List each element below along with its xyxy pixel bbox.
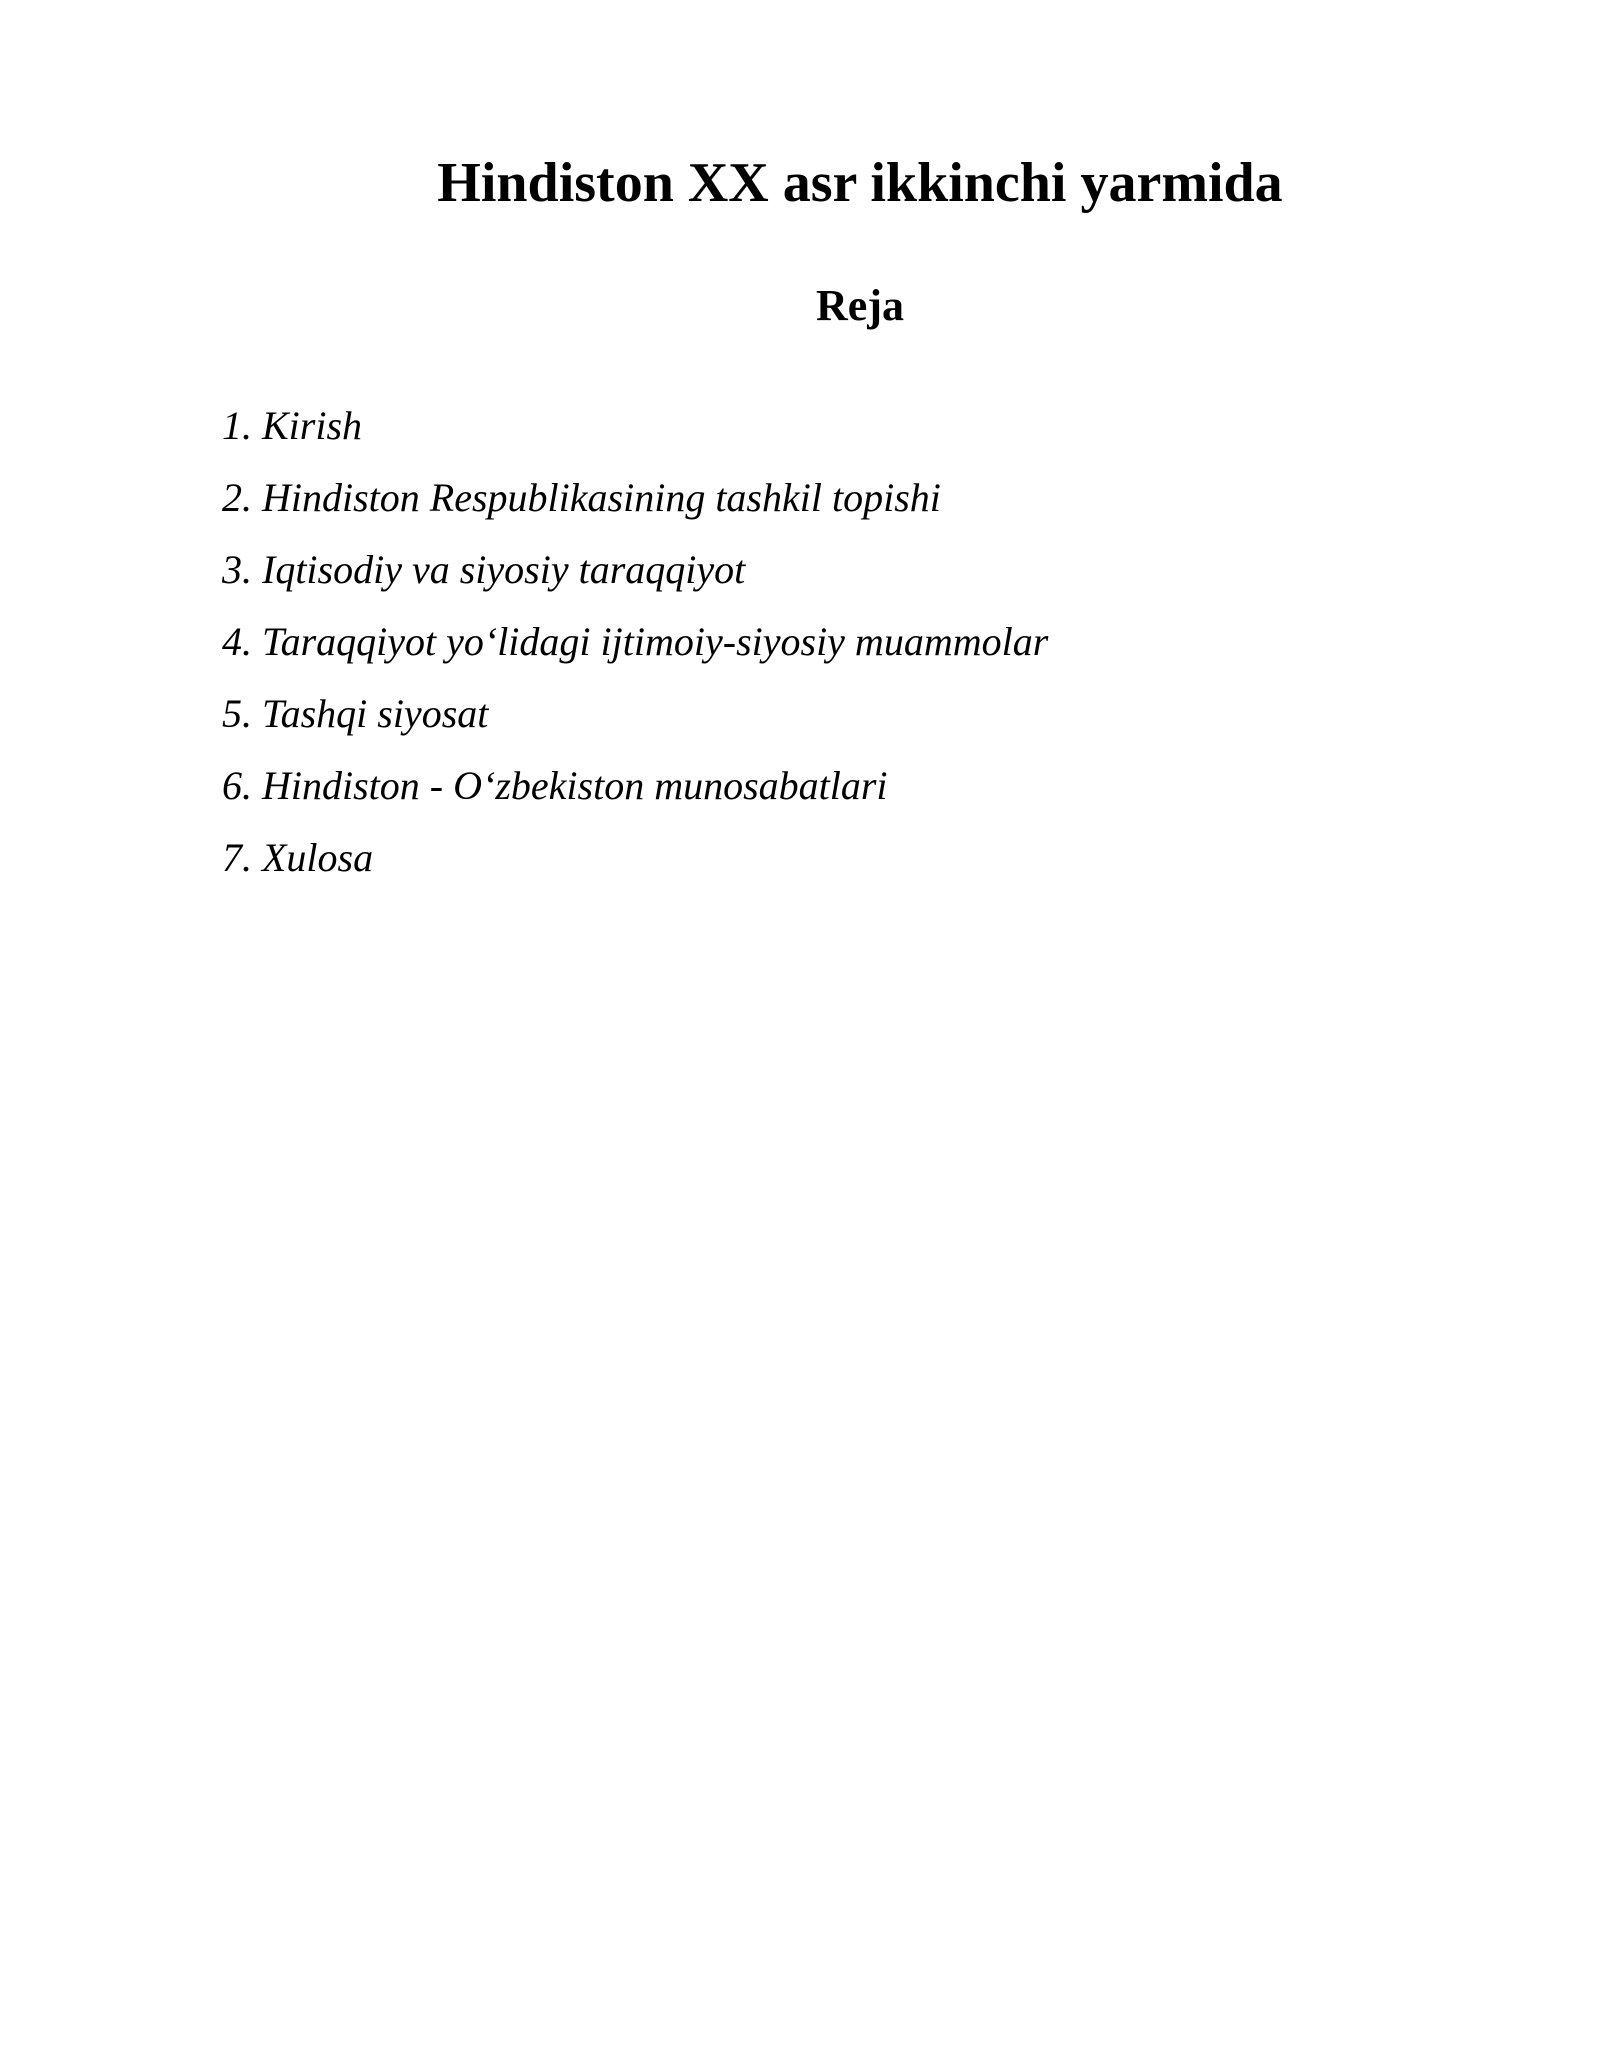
plan-item-1: 1. Kirish	[222, 403, 363, 448]
plan-item-3: 3. Iqtisodiy va siyosiy taraqqiyot	[222, 547, 746, 592]
document-title: Hindiston XX asr ikkinchi yarmida	[437, 152, 1283, 214]
plan-item-4: 4. Taraqqiyot yo‘lidagi ijtimoiy-siyosiy muammolar	[222, 619, 1049, 664]
plan-heading: Reja	[816, 281, 904, 330]
plan-item-7: 7. Xulosa	[222, 835, 374, 880]
plan-list	[222, 390, 1048, 894]
plan-item-6: 6. Hindiston - O‘zbekiston munosabatlari	[222, 763, 888, 808]
plan-item-2: 2. Hindiston Respublikasining tashkil topishi	[222, 475, 941, 520]
plan-item-5: 5. Tashqi siyosat	[222, 691, 489, 736]
